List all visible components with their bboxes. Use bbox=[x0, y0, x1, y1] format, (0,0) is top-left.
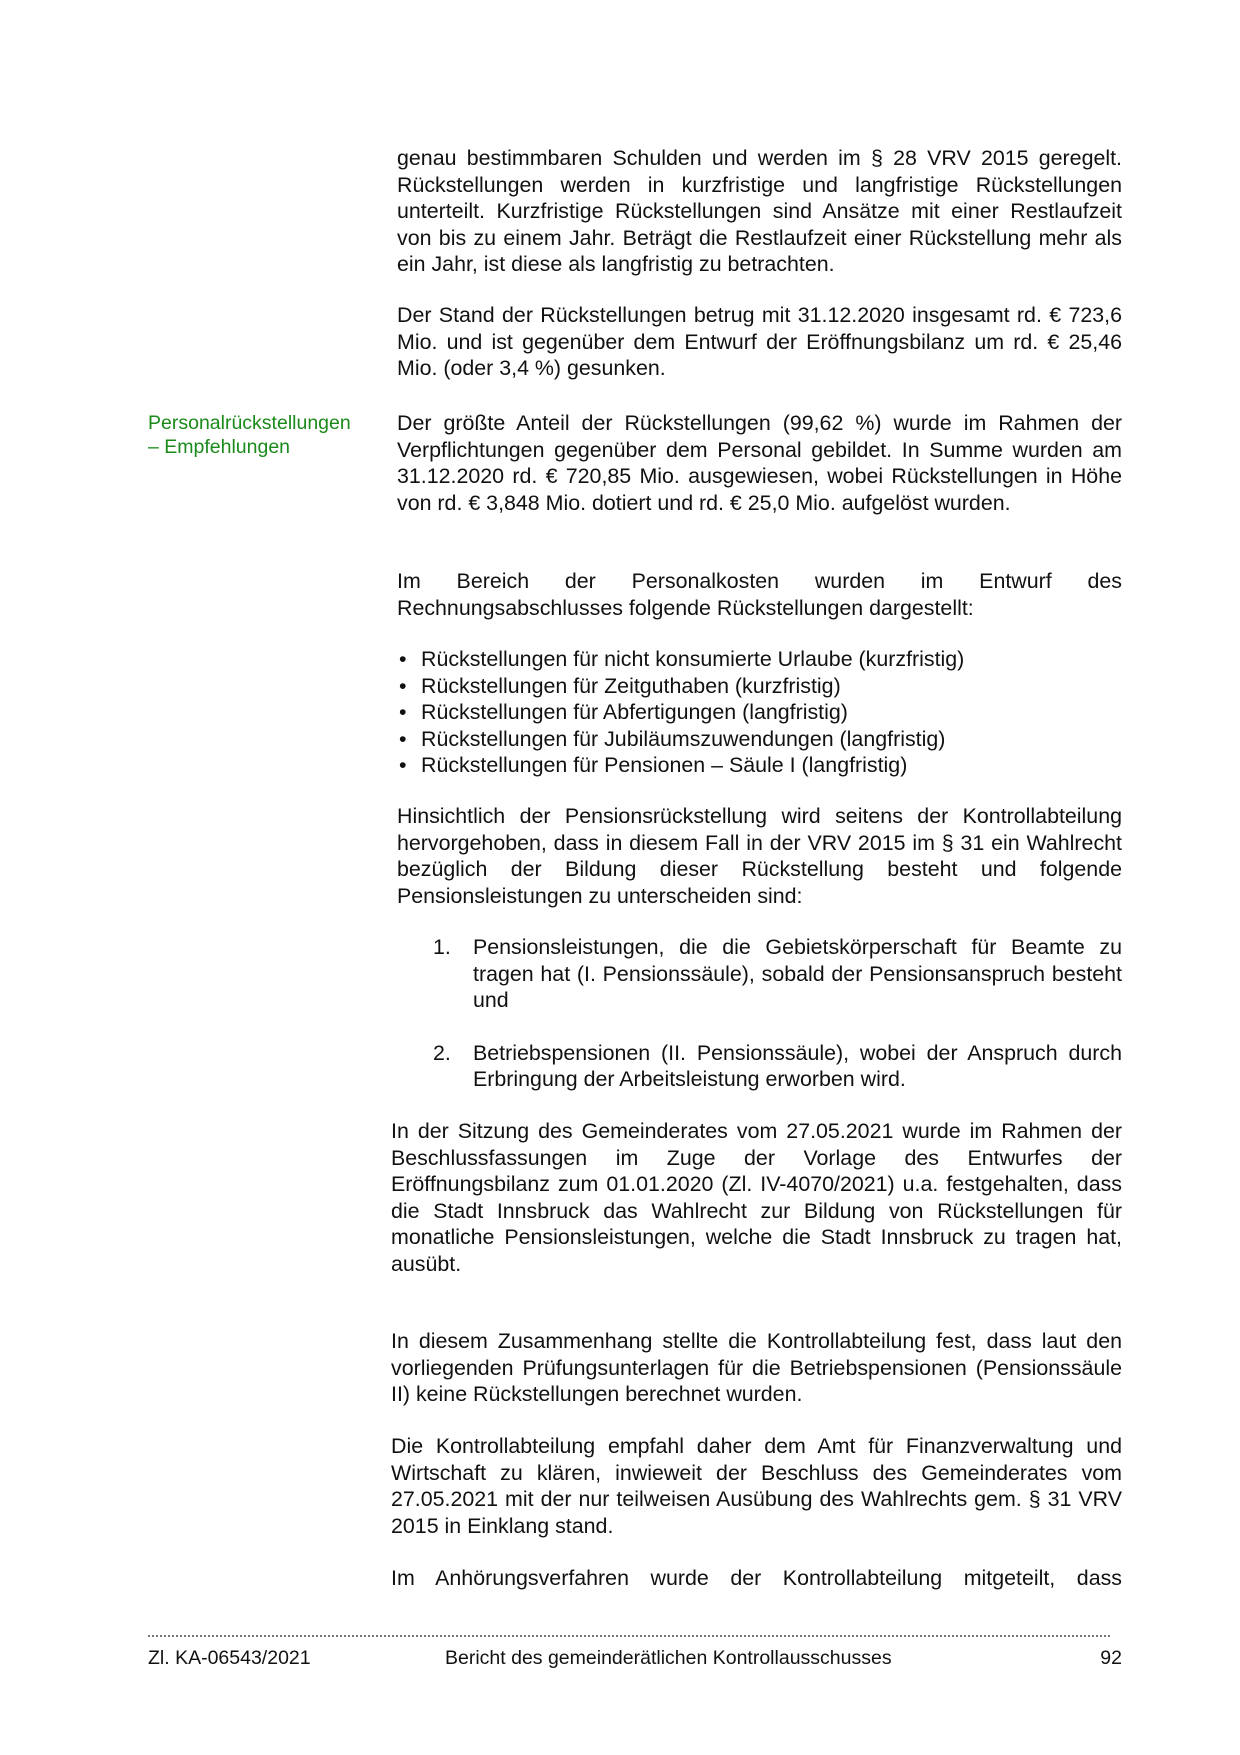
paragraph-text: Im Bereich der Personalkosten wurden im Entwurf des Rechnungsabschlusses folgende Rückstellungen dargestellt: bbox=[397, 569, 1122, 620]
list-item-text: Pensionsleistungen, die die Gebietskörperschaft für Beamte zu tragen hat (I. Pensionssäule), sobald der Pensionsanspruch besteht und bbox=[473, 935, 1122, 1012]
list-item bbox=[397, 934, 1122, 1014]
paragraph-rueckstellungen-stand bbox=[397, 302, 1122, 382]
bullet-list-rueckstellungen bbox=[397, 646, 1122, 779]
footer-divider bbox=[148, 1635, 1110, 1637]
paragraph-personal-anteil bbox=[397, 410, 1122, 516]
paragraph-text: In der Sitzung des Gemeinderates vom 27.05.2021 wurde im Rahmen der Beschlussfassungen im Zuge der Vorlage des Entwurfes der Eröffnungsbilanz zum 01.01.2020 (Zl. IV-4070/2021) u.a. festgehalten, dass die Stadt Innsbruck das Wahlrecht zur Bildung von Rückstellungen für monatliche Pensionsleistungen, welche die Stadt Innsbruck zu tragen hat, ausübt. bbox=[391, 1119, 1122, 1276]
list-item: • Rückstellungen für nicht konsumierte Urlaube (kurzfristig) bbox=[397, 646, 1122, 673]
margin-note-line: Personalrückstellungen bbox=[148, 412, 351, 434]
margin-note-line: – Empfehlungen bbox=[148, 436, 291, 458]
paragraph-text: Der größte Anteil der Rückstellungen (99,62 %) wurde im Rahmen der Verpflichtungen gegenüber dem Personal gebildet. In Summe wurden am 31.12.2020 rd. € 720,85 Mio. ausgewiesen, wobei Rückstellungen in Höhe von rd. € 3,848 Mio. dotiert und rd. € 25,0 Mio. aufgelöst wurden. bbox=[397, 411, 1122, 515]
list-item: • Rückstellungen für Pensionen – Säule I (langfristig) bbox=[397, 752, 1122, 779]
paragraph-text: genau bestimmbaren Schulden und werden im § 28 VRV 2015 geregelt. Rückstellungen werden in kurzfristige und langfristige Rückstellungen unterteilt. Kurzfristige Rückstellungen sind Ansätze mit einer Restlaufzeit von bis zu einem Jahr. Beträgt die Restlaufzeit einer Rückstellung mehr als ein Jahr, ist diese als langfristig zu betrachten. bbox=[397, 146, 1122, 276]
paragraph-text: Im Anhörungsverfahren wurde der Kontrollabteilung mitgeteilt, dass bbox=[391, 1566, 1122, 1590]
paragraph-pensionsrueckstellung bbox=[397, 803, 1122, 909]
paragraph-text: In diesem Zusammenhang stellte die Kontrollabteilung fest, dass laut den vorliegenden Prüfungsunterlagen für die Betriebspensionen (Pensionssäule II) keine Rückstellungen berechnet wurden. bbox=[391, 1329, 1122, 1406]
paragraph-feststellung bbox=[391, 1328, 1122, 1408]
list-number: 1. bbox=[433, 935, 451, 959]
paragraph-gemeinderat-sitzung bbox=[391, 1118, 1122, 1277]
bullet-list bbox=[397, 646, 1122, 779]
list-item: • Rückstellungen für Zeitguthaben (kurzfristig) bbox=[397, 673, 1122, 700]
page-number: 92 bbox=[1100, 1647, 1122, 1669]
paragraph-personalkosten bbox=[397, 568, 1122, 621]
list-item bbox=[397, 1040, 1122, 1093]
paragraph-text: Der Stand der Rückstellungen betrug mit 31.12.2020 insgesamt rd. € 723,6 Mio. und ist gegenüber dem Entwurf der Eröffnungsbilanz um rd. € 25,46 Mio. (oder 3,4 %) gesunken. bbox=[397, 303, 1122, 380]
paragraph-empfehlung bbox=[391, 1433, 1122, 1539]
list-item-text: Betriebspensionen (II. Pensionssäule), wobei der Anspruch durch Erbringung der Arbeitsleistung erworben wird. bbox=[473, 1040, 1122, 1091]
paragraph-text: Die Kontrollabteilung empfahl daher dem Amt für Finanzverwaltung und Wirtschaft zu klären, inwieweit der Beschluss des Gemeinderates vom 27.05.2021 mit der nur teilweisen Ausübung des Wahlrechts gem. § 31 VRV 2015 in Einklang stand. bbox=[391, 1434, 1122, 1538]
paragraph-rueckstellungen-definition bbox=[397, 145, 1122, 278]
paragraph-anhoerungsverfahren bbox=[391, 1565, 1122, 1592]
list-item: • Rückstellungen für Abfertigungen (langfristig) bbox=[397, 699, 1122, 726]
paragraph-text: Hinsichtlich der Pensionsrückstellung wird seitens der Kontrollabteilung hervorgehoben, dass in diesem Fall in der VRV 2015 im § 31 ein Wahlrecht bezüglich der Bildung dieser Rückstellung besteht und folgende Pensionsleistungen zu unterscheiden sind: bbox=[397, 804, 1122, 908]
footer-title: Bericht des gemeinderätlichen Kontrollausschusses bbox=[445, 1647, 892, 1669]
footer-reference: Zl. KA-06543/2021 bbox=[148, 1647, 311, 1669]
numbered-list bbox=[397, 934, 1122, 1093]
list-number: 2. bbox=[433, 1040, 451, 1065]
numbered-list-pensionsleistungen bbox=[397, 934, 1122, 1093]
margin-note-personalrueckstellungen bbox=[148, 411, 378, 459]
list-item: • Rückstellungen für Jubiläumszuwendungen (langfristig) bbox=[397, 726, 1122, 753]
